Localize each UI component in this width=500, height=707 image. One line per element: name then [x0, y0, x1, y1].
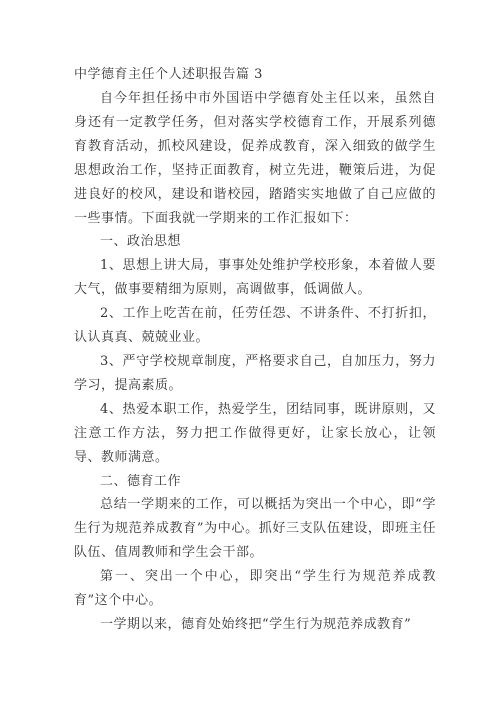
- section-heading-moral-education: 二、德育工作: [100, 473, 182, 489]
- moral-point-1-paragraph: 第一、突出一个中心，即突出“学生行为规范养成教育”这个中心。: [74, 569, 436, 609]
- moral-summary-paragraph: 总结一学期来的工作，可以概括为突出一个中心，即“学生行为规范养成教育”为中心。抓好三支队伍建设，即班主任队伍、值周教师和学生会干部。: [74, 497, 436, 561]
- report-body: [74, 63, 436, 637]
- politics-item-2: 2、工作上吃苦在前，任劳任怨、不讲条件、不打折扣，认认真真、兢兢业业。: [74, 306, 436, 346]
- politics-item-4: 4、热爱本职工作，热爱学生，团结同事，既讲原则，又注意工作方法，努力把工作做得更好，让家长放心，让领导、教师满意。: [74, 401, 436, 465]
- politics-item-3: 3、严守学校规章制度，严格要求自己，自加压力，努力学习，提高素质。: [74, 353, 436, 393]
- politics-item-1: 1、思想上讲大局，事事处处维护学校形象，本着做人要大气，做事要精细为原则，高调做事，低调做人。: [74, 258, 436, 298]
- section-heading-politics: 一、政治思想: [100, 234, 182, 250]
- document-title: 中学德育主任个人述职报告篇 3: [74, 67, 263, 82]
- intro-paragraph: 自今年担任扬中市外国语中学德育处主任以来，虽然自身还有一定教学任务，但对落实学校德育工作，开展系列德育教育活动，抓校风建设，促养成教育，深入细致的做学生思想政治工作，坚持正面教育，树立先进，鞭策后进，为促进良好的校风，建设和谐校园，踏踏实实地做了自己应做的一些事情。下面我就一学期来的工作汇报如下：: [74, 91, 436, 226]
- moral-detail-paragraph: 一学期以来，德育处始终把“学生行为规范养成教育”: [100, 616, 412, 632]
